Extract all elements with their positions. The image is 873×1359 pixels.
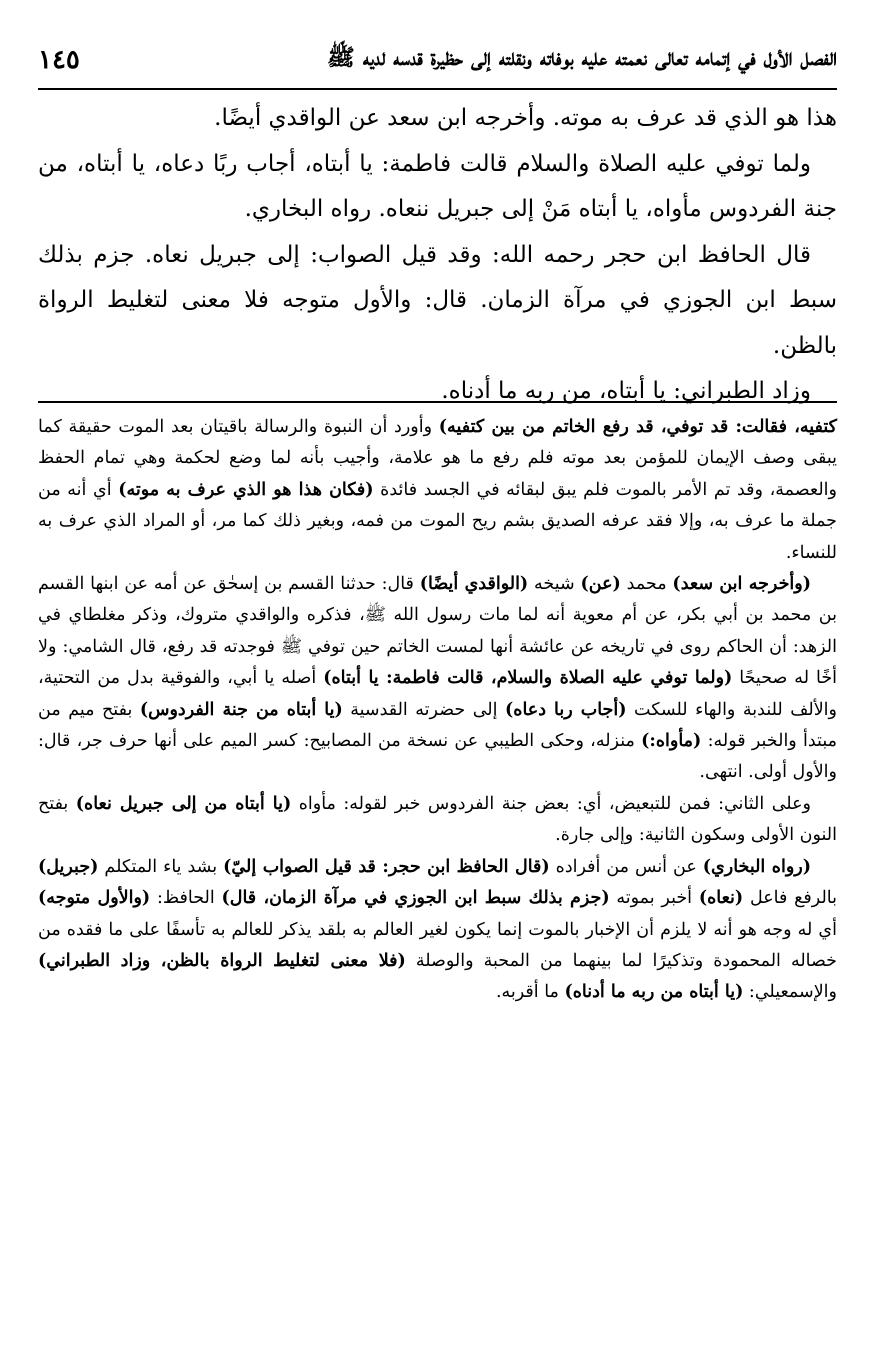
main-text — [38, 96, 837, 415]
quoted-text: (يا أبتاه من جنة الفردوس) — [139, 699, 343, 720]
commentary-text-run: محمد — [620, 574, 673, 595]
commentary-text-run: منزله، وحكى الطيبي عن نسخة من المصابيح: كسر الميم على أنها حرف جر، قال: والأول أولى. انتهى. — [38, 731, 837, 783]
running-header — [38, 38, 837, 82]
commentary-paragraph — [38, 789, 837, 852]
quoted-text: (أجاب ربا دعاه) — [505, 699, 627, 720]
commentary-text-run: أخبر بموته — [609, 888, 699, 909]
quoted-text: (الواقدي أيضًا) — [419, 574, 529, 595]
commentary-text-run: إلى حضرته القدسية — [342, 699, 505, 720]
quoted-text: (جبريل) — [38, 856, 99, 877]
main-paragraph: ولما توفي عليه الصلاة والسلام قالت فاطمة: يا أبتاه، أجاب ربًا دعاه، يا أبتاه، من جنة الفردوس مأواه، يا أبتاه مَنْ إلى جبريل ننعاه. رواه البخاري. — [38, 150, 837, 222]
quoted-text: (يا أبتاه من إلى جبريل نعاه) — [75, 793, 292, 814]
page-number: ١٤٥ — [38, 45, 80, 75]
quoted-text: (نعاه) — [698, 888, 744, 909]
quoted-text: (مأواه:) — [641, 731, 702, 752]
main-paragraph: هذا هو الذي قد عرف به موته. وأخرجه ابن سعد عن الواقدي أيضًا. — [214, 105, 837, 131]
commentary-text-run: عن أنس من أفراده — [549, 856, 703, 877]
quoted-text: (يا أبتاه من ربه ما أدناه) — [564, 982, 744, 1003]
quoted-text: (فكان هذا هو الذي عرف به موته) — [118, 479, 374, 500]
commentary-paragraph — [38, 569, 837, 789]
commentary-text-run: الحافظ: — [150, 888, 222, 909]
commentary-text-run: قال: حدثنا القسم بن إسحٰق عن أمه عن ابنها القسم بن محمد بن أبي بكر، عن أم معوية أنه لما مات رسول الله ﷺ، فذكره والواقدي متروك، وذكر مغلطاي في الزهد: أن الحاكم روى في تاريخه عن عائشة أنها لمست الخاتم حين توفي ﷺ فوجدته قد رفع، قال الشامي: ولا أخًا له صحيحًا — [38, 574, 837, 689]
quoted-text: (والأول متوجه) — [38, 888, 151, 909]
quoted-text: (عن) — [580, 574, 621, 595]
quoted-text: كتفيه، فقالت: قد توفي، قد رفع الخاتم من بين كتفيه) — [438, 417, 837, 437]
commentary-text-run: وعلى الثاني: فمن للتبعيض، أي: بعض جنة الفردوس خبر لقوله: مأواه — [291, 793, 811, 814]
commentary-text-run: أي له وجه هو أنه لا يلزم أن الإخبار بالموت إنما يكون لغير العالم به بلقد يذكر للعالم به تأسفًا على ما فقده من خصاله المحمودة وتذكيرًا لما بينهما من المحبة والوصلة — [38, 919, 838, 971]
main-paragraph: قال الحافظ ابن حجر رحمه الله: وقد قيل الصواب: إلى جبريل نعاه. جزم بذلك سبط ابن الجوزي في مرآة الزمان. قال: والأول متوجه فلا معنى لتغليط الرواة بالظن. — [38, 241, 837, 359]
commentary-text — [38, 412, 837, 1009]
chapter-title: الفصل الأول في إتمامه تعالى نعمته عليه بوفاته ونقلته إلى حظيرة قدسه لديه ﷺ — [327, 44, 837, 71]
commentary-text-run: والإسمعيلي: — [743, 982, 837, 1003]
commentary-text-run: بالرفع فاعل — [743, 888, 837, 909]
quoted-text: (جزم بذلك سبط ابن الجوزي في مرآة الزمان، قال) — [221, 888, 610, 909]
quoted-text: (قال الحافظ ابن حجر: قد قيل الصواب إليّ) — [223, 856, 550, 877]
header-divider — [38, 88, 837, 90]
commentary-text-run: أصله يا أبي، والفوقية بدل من التحتية، والألف للندبة والهاء للسكت — [38, 668, 837, 720]
commentary-text-run: بفتح النون الأولى وسكون الثانية: وإلى جارة. — [38, 793, 837, 846]
quoted-text: (ولما توفي عليه الصلاة والسلام، قالت فاطمة: يا أبتاه) — [323, 668, 733, 689]
quoted-text: (رواه البخاري) — [702, 856, 812, 877]
commentary-text-run: شيخه — [528, 574, 581, 595]
commentary-text-run: بفتح ميم من مبتدأ والخبر قوله: — [38, 699, 837, 752]
commentary-text-run: بشد ياء المتكلم — [98, 856, 224, 877]
main-paragraph: وزاد الطبراني: يا أبتاه، من ربه ما أدناه. — [441, 378, 811, 404]
commentary-text-run: ما أقربه. — [495, 982, 565, 1003]
commentary-text-run: أي أنه من جملة ما عرف به، وإلا فقد عرفه الصديق بشم ريح الموت من فمه، وبغير ذلك كما مر، أو المراد الذي عرف به للنساء. — [38, 479, 837, 563]
quoted-text: (فلا معنى لتغليط الرواة بالظن، وزاد الطبراني) — [38, 950, 406, 971]
commentary-divider — [38, 401, 837, 403]
commentary-paragraph — [38, 412, 837, 569]
commentary-text-run: وأورد أن النبوة والرسالة باقيتان بعد الموت حقيقة كما يبقى وصف الإيمان للمؤمن بعد موته فلم رفع ما هو علامة، وأجيب بأنه لما وضع لحكمة وهي تمام الحفظ والعصمة، وقد تم الأمر بالموت فلم يبق لبقائه في الجسد فائدة — [38, 417, 837, 500]
commentary-paragraph — [38, 852, 837, 1009]
quoted-text: (وأخرجه ابن سعد) — [672, 574, 812, 595]
